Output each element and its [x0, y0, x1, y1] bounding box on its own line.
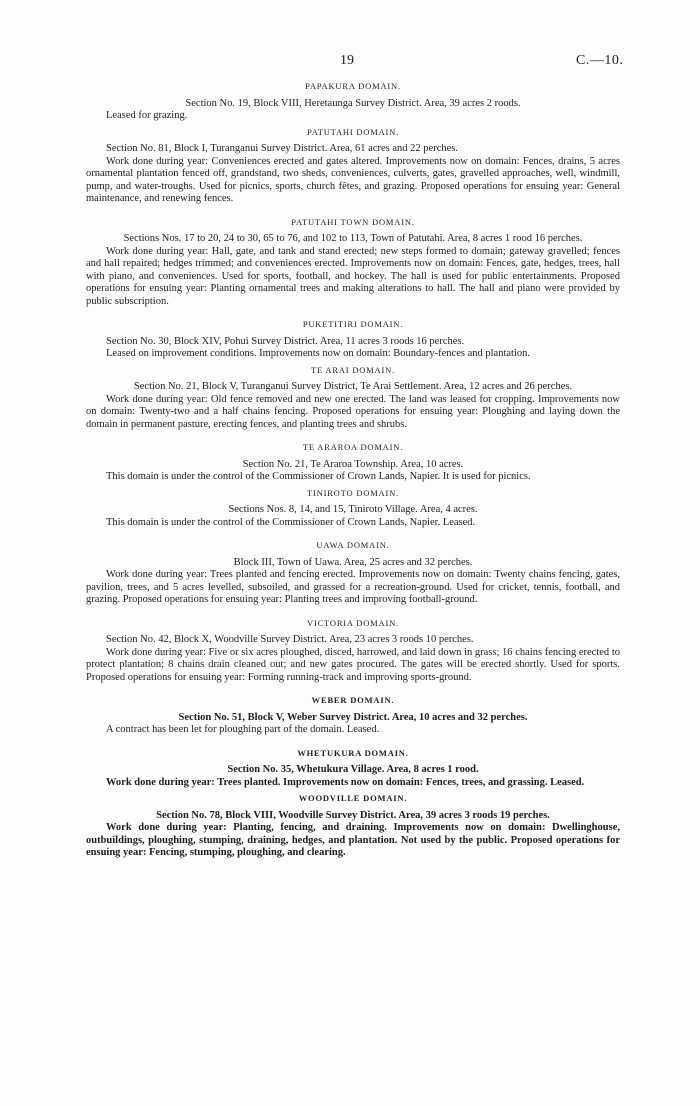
domain-patutahi-town	[86, 216, 620, 309]
domain-body: Leased for grazing.	[106, 110, 188, 121]
domain-title: WOODVILLE DOMAIN.	[298, 793, 408, 803]
domain-body: Work done during year: Old fence removed and new one erected. The land was leased for cropping. Improvements now on domain: Twenty-two and a half chains fencing. Proposed operations for ensuing year: Ploughing and laying down the domain in permanent pasture, erecting fences, and planting trees and shrubs.	[86, 393, 620, 430]
domain-section: Section No. 21, Block V, Turanganui Survey District, Te Arai Settlement. Area, 12 acres and 26 perches.	[133, 381, 573, 392]
domain-body: Work done during year: Conveniences erected and gates altered. Improvements now on domain: Fences, drains, 5 acres ornamental plantation fenced off, grandstand, two sheds, conveniences, culverts, gates, gravelled approaches, well, windmill, pump, and water-troughs. Used for picnics, sports, church fêtes, and grazing. Proposed operations for ensuing year: General maintenance, and renewing fences.	[86, 155, 620, 204]
domain-body: This domain is under the control of the Commissioner of Crown Lands, Napier. Leased.	[106, 516, 476, 528]
domain-uawa	[86, 539, 620, 607]
domain-title: WHETUKURA DOMAIN.	[297, 747, 409, 758]
domain-body: Work done during year: Planting, fencing, and draining. Improvements now on domain: Dwellinghouse, outbuildings, ploughing, stumping, draining, hedges, and plantation. Not used by the public. Proposed operations for ensuing year: Fencing, stumping, ploughing, and clearing.	[86, 822, 620, 858]
domain-title: TE ARAROA DOMAIN.	[302, 442, 404, 452]
domain-tiniroto	[86, 487, 620, 530]
domain-section: Block III, Town of Uawa. Area, 25 acres and 32 perches.	[233, 556, 473, 568]
domain-section: Section No. 19, Block VIII, Heretaunga Survey District. Area, 39 acres 2 roods.	[185, 97, 521, 109]
domain-body: Leased on improvement conditions. Improvements now on domain: Boundary-fences and plantation.	[106, 348, 530, 359]
page-content	[86, 80, 620, 860]
domain-body: This domain is under the control of the Commissioner of Crown Lands, Napier. It is used for picnics.	[106, 471, 531, 482]
domain-body: Work done during year: Five or six acres ploughed, disced, harrowed, and laid down in grass; 16 chains fencing erected to protect plantation; 8 chains drain cleaned out; and new gates procured. The gates will be erected shortly. Used for sports. Proposed operations for ensuing year: Forming running-track and improving sports-ground.	[86, 646, 620, 683]
domain-weber	[86, 694, 620, 737]
domain-victoria	[86, 617, 620, 685]
domain-body: Work done during year: Hall, gate, and tank and stand erected; new steps formed to domain; gateway gravelled; fences and hall repaired; hedges trimmed; and conveniences erected. Improvements now on domain: Fences, gate, hedges, trees, hall with piano, and conveniences. Used for sports, football, and hockey. The hall is used for public entertainments. Proposed operations for ensuing year: Planting ornamental trees and making alterations to hall. The hall and piano were provided by public subscription.	[86, 245, 620, 307]
domain-title: PUKETITIRI DOMAIN.	[302, 319, 404, 329]
domain-title: VICTORIA DOMAIN.	[307, 617, 399, 628]
domain-section: Section No. 35, Whetukura Village. Area, 8 acres 1 rood.	[227, 764, 479, 775]
domain-section: Sections Nos. 8, 14, and 15, Tiniroto Village. Area, 4 acres.	[228, 504, 478, 515]
domain-section: Section No. 78, Block VIII, Woodville Survey District. Area, 39 acres 3 roods 19 perches.	[156, 809, 550, 821]
domain-section: Section No. 81, Block I, Turanganui Survey District. Area, 61 acres and 22 perches.	[106, 143, 458, 154]
domain-papakura	[86, 80, 620, 123]
domain-title: TINIROTO DOMAIN.	[307, 487, 399, 498]
domain-title: PAPAKURA DOMAIN.	[305, 81, 401, 91]
domain-patutahi	[86, 126, 620, 206]
domain-section: Section No. 42, Block X, Woodville Survey District. Area, 23 acres 3 roods 10 perches.	[106, 634, 474, 645]
domain-puketitiri	[86, 318, 620, 361]
domain-te-araroa	[86, 441, 620, 484]
page-number: 19	[340, 53, 354, 68]
domain-woodville	[86, 792, 620, 860]
domain-title: PATUTAHI TOWN DOMAIN.	[291, 216, 415, 227]
domain-body: A contract has been let for ploughing part of the domain. Leased.	[106, 724, 380, 735]
page-header	[0, 53, 700, 73]
domain-whetukura	[86, 747, 620, 790]
domain-section: Section No. 30, Block XIV, Pohui Survey District. Area, 11 acres 3 roods 16 perches.	[106, 335, 465, 347]
domain-body: Work done during year: Trees planted and fencing erected. Improvements now on domain: Twenty chains fencing, gates, pavilion, trees, and 5 acres levelled, subsoiled, and grassed for a recreation-ground. Used for cricket, tennis, football, and grazing. Proposed operations for ensuing year: Planting trees and improving football-ground.	[86, 569, 620, 605]
domain-te-arai	[86, 364, 620, 432]
domain-title: WEBER DOMAIN.	[311, 695, 395, 705]
domain-body: Work done during year: Trees planted. Improvements now on domain: Fences, trees, and grassing. Leased.	[106, 776, 585, 788]
domain-section: Section No. 21, Te Araroa Township. Area, 10 acres.	[242, 458, 464, 470]
domain-title: UAWA DOMAIN.	[316, 540, 390, 550]
domain-section: Sections Nos. 17 to 20, 24 to 30, 65 to 76, and 102 to 113, Town of Patutahi. Area, 8 acres 1 rood 16 perches.	[123, 233, 583, 244]
domain-title: TE ARAI DOMAIN.	[310, 364, 395, 375]
domain-title: PATUTAHI DOMAIN.	[306, 126, 400, 137]
document-reference: C.—10.	[576, 53, 624, 68]
domain-section: Section No. 51, Block V, Weber Survey District. Area, 10 acres and 32 perches.	[178, 711, 528, 723]
